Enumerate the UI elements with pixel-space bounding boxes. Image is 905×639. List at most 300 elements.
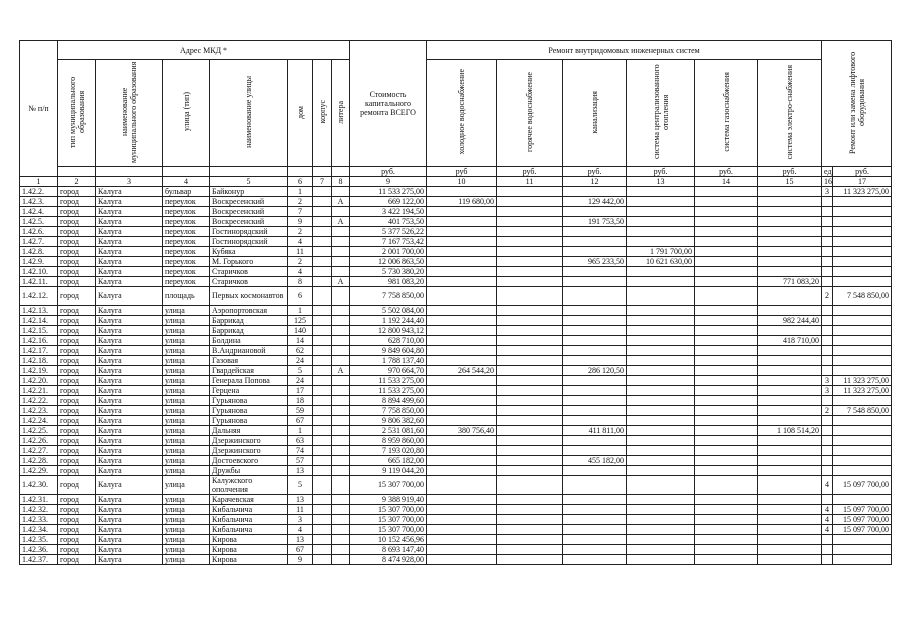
cell-cold-water xyxy=(427,375,497,385)
unit-elec: руб. xyxy=(758,167,822,177)
table-row xyxy=(20,544,892,554)
cell-heating xyxy=(627,435,695,445)
header-street-type: улица (тип) xyxy=(163,60,210,167)
cell-house: 74 xyxy=(288,445,313,455)
cell-electric xyxy=(758,415,822,425)
cell-cold-water xyxy=(427,544,497,554)
cell-litera xyxy=(332,425,350,435)
cell-cold-water xyxy=(427,217,497,227)
cell-sewer xyxy=(563,335,627,345)
cell-mo-name: Калуга xyxy=(96,514,163,524)
cell-litera xyxy=(332,415,350,425)
cell-electric: 418 710,00 xyxy=(758,335,822,345)
cell-gas xyxy=(695,315,758,325)
cell-gas xyxy=(695,445,758,455)
cell-street-type: улица xyxy=(163,475,210,494)
cell-cold-water: 119 680,00 xyxy=(427,197,497,207)
cell-sewer xyxy=(563,415,627,425)
cell-heating xyxy=(627,514,695,524)
cell-mo-type: город xyxy=(58,287,96,306)
cell-hot-water xyxy=(497,504,563,514)
cell-cold-water xyxy=(427,465,497,475)
cell-litera xyxy=(332,385,350,395)
cell-street-name: Байконур xyxy=(210,187,288,197)
cell-lift-cost xyxy=(833,217,892,227)
cell-lift-units xyxy=(822,355,833,365)
cell-street-name: Кибальчича xyxy=(210,504,288,514)
column-number: 15 xyxy=(758,177,822,187)
cell-house: 7 xyxy=(288,207,313,217)
cell-electric xyxy=(758,494,822,504)
cell-lift-units: 2 xyxy=(822,405,833,415)
cell-sewer: 129 442,00 xyxy=(563,197,627,207)
cell-korpus xyxy=(313,514,332,524)
cell-row-number: 1.42.34. xyxy=(20,524,58,534)
cell-sewer xyxy=(563,504,627,514)
unit-lift-units: ед. xyxy=(822,167,833,177)
cell-litera: А xyxy=(332,217,350,227)
cell-cost-total: 11 533 275,00 xyxy=(350,375,427,385)
cell-lift-units xyxy=(822,315,833,325)
cell-row-number: 1.42.18. xyxy=(20,355,58,365)
cell-mo-name: Калуга xyxy=(96,187,163,197)
column-number: 12 xyxy=(563,177,627,187)
cell-hot-water xyxy=(497,217,563,227)
cell-lift-units: 4 xyxy=(822,514,833,524)
cell-mo-type: город xyxy=(58,504,96,514)
cell-street-name: Гостинорядский xyxy=(210,237,288,247)
cell-cost-total: 981 083,20 xyxy=(350,277,427,287)
cell-korpus xyxy=(313,267,332,277)
cell-mo-type: город xyxy=(58,395,96,405)
cell-gas xyxy=(695,237,758,247)
cell-street-type: площадь xyxy=(163,287,210,306)
cell-house: 4 xyxy=(288,267,313,277)
table-row xyxy=(20,425,892,435)
cell-row-number: 1.42.10. xyxy=(20,267,58,277)
cell-house: 140 xyxy=(288,325,313,335)
cell-row-number: 1.42.30. xyxy=(20,475,58,494)
cell-litera: А xyxy=(332,197,350,207)
cell-cold-water xyxy=(427,287,497,306)
cell-row-number: 1.42.26. xyxy=(20,435,58,445)
header-cost-total: Стоимость капитального ремонта ВСЕГО xyxy=(350,41,427,167)
unit-blank xyxy=(313,167,332,177)
cell-electric xyxy=(758,365,822,375)
cell-street-type: улица xyxy=(163,335,210,345)
cell-litera xyxy=(332,247,350,257)
table-row xyxy=(20,445,892,455)
cell-heating xyxy=(627,465,695,475)
cell-lift-cost: 11 323 275,00 xyxy=(833,385,892,395)
cell-row-number: 1.42.31. xyxy=(20,494,58,504)
cell-lift-cost xyxy=(833,315,892,325)
cell-cold-water xyxy=(427,504,497,514)
cell-electric xyxy=(758,237,822,247)
cell-electric xyxy=(758,465,822,475)
unit-gas: руб. xyxy=(695,167,758,177)
unit-blank xyxy=(210,167,288,177)
cell-row-number: 1.42.19. xyxy=(20,365,58,375)
cell-mo-name: Калуга xyxy=(96,534,163,544)
cell-sewer xyxy=(563,375,627,385)
unit-blank xyxy=(58,167,96,177)
cell-sewer xyxy=(563,187,627,197)
cell-row-number: 1.42.35. xyxy=(20,534,58,544)
cell-litera xyxy=(332,465,350,475)
cell-lift-units xyxy=(822,415,833,425)
cell-electric xyxy=(758,325,822,335)
cell-street-type: переулок xyxy=(163,217,210,227)
table-row xyxy=(20,375,892,385)
cell-mo-type: город xyxy=(58,335,96,345)
cell-hot-water xyxy=(497,554,563,564)
cell-gas xyxy=(695,257,758,267)
cell-hot-water xyxy=(497,335,563,345)
cell-hot-water xyxy=(497,465,563,475)
cell-hot-water xyxy=(497,494,563,504)
cell-litera xyxy=(332,325,350,335)
cell-mo-type: город xyxy=(58,315,96,325)
unit-blank xyxy=(96,167,163,177)
cell-korpus xyxy=(313,375,332,385)
table-row xyxy=(20,345,892,355)
cell-lift-units xyxy=(822,435,833,445)
cell-cost-total: 669 122,00 xyxy=(350,197,427,207)
cell-lift-cost xyxy=(833,305,892,315)
cell-mo-type: город xyxy=(58,554,96,564)
cell-lift-units: 3 xyxy=(822,385,833,395)
cell-electric xyxy=(758,445,822,455)
cell-litera xyxy=(332,455,350,465)
cell-korpus xyxy=(313,187,332,197)
cell-litera xyxy=(332,534,350,544)
cell-cold-water xyxy=(427,494,497,504)
cell-litera xyxy=(332,445,350,455)
cell-korpus xyxy=(313,325,332,335)
table-row xyxy=(20,315,892,325)
cell-street-name: Кибальчича xyxy=(210,514,288,524)
cell-litera xyxy=(332,207,350,217)
cell-gas xyxy=(695,544,758,554)
cell-street-name: Старичков xyxy=(210,267,288,277)
cell-gas xyxy=(695,494,758,504)
cell-street-type: переулок xyxy=(163,207,210,217)
header-sewer: канализация xyxy=(563,60,627,167)
cell-korpus xyxy=(313,247,332,257)
cell-cold-water xyxy=(427,335,497,345)
cell-hot-water xyxy=(497,305,563,315)
cell-litera xyxy=(332,395,350,405)
cell-lift-cost xyxy=(833,554,892,564)
cell-heating: 1 791 700,00 xyxy=(627,247,695,257)
cell-cold-water xyxy=(427,237,497,247)
cell-sewer xyxy=(563,534,627,544)
cell-cold-water xyxy=(427,514,497,524)
cell-korpus xyxy=(313,355,332,365)
cell-lift-cost: 7 548 850,00 xyxy=(833,287,892,306)
cell-row-number: 1.42.23. xyxy=(20,405,58,415)
cell-house: 8 xyxy=(288,277,313,287)
cell-lift-cost xyxy=(833,415,892,425)
column-number: 13 xyxy=(627,177,695,187)
cell-row-number: 1.42.14. xyxy=(20,315,58,325)
cell-litera xyxy=(332,435,350,445)
cell-hot-water xyxy=(497,315,563,325)
cell-mo-name: Калуга xyxy=(96,227,163,237)
cell-gas xyxy=(695,197,758,207)
cell-litera xyxy=(332,405,350,415)
cell-sewer xyxy=(563,475,627,494)
cell-street-type: улица xyxy=(163,554,210,564)
cell-hot-water xyxy=(497,514,563,524)
cell-mo-type: город xyxy=(58,524,96,534)
cell-street-name: Аэропортовская xyxy=(210,305,288,315)
cell-cold-water xyxy=(427,247,497,257)
cell-street-type: улица xyxy=(163,305,210,315)
cell-cold-water xyxy=(427,187,497,197)
cell-cost-total: 7 758 850,00 xyxy=(350,287,427,306)
cell-row-number: 1.42.4. xyxy=(20,207,58,217)
cell-sewer xyxy=(563,514,627,524)
cell-cold-water xyxy=(427,415,497,425)
cell-sewer: 286 120,50 xyxy=(563,365,627,375)
cell-street-type: улица xyxy=(163,365,210,375)
cell-street-name: Дзержинского xyxy=(210,435,288,445)
cell-electric xyxy=(758,395,822,405)
cell-row-number: 1.42.28. xyxy=(20,455,58,465)
table-row xyxy=(20,217,892,227)
cell-cost-total: 11 533 275,00 xyxy=(350,385,427,395)
cell-row-number: 1.42.21. xyxy=(20,385,58,395)
cell-korpus xyxy=(313,435,332,445)
cell-house: 1 xyxy=(288,425,313,435)
cell-lift-units xyxy=(822,465,833,475)
cell-heating xyxy=(627,335,695,345)
cell-lift-cost: 15 097 700,00 xyxy=(833,524,892,534)
cell-heating xyxy=(627,554,695,564)
cell-gas xyxy=(695,187,758,197)
cell-heating xyxy=(627,365,695,375)
table-row xyxy=(20,237,892,247)
cell-lift-cost xyxy=(833,247,892,257)
cell-lift-cost xyxy=(833,267,892,277)
table-row xyxy=(20,385,892,395)
cell-row-number: 1.42.17. xyxy=(20,345,58,355)
cell-gas xyxy=(695,365,758,375)
cell-electric xyxy=(758,475,822,494)
unit-blank xyxy=(288,167,313,177)
cell-street-type: улица xyxy=(163,465,210,475)
column-number: 10 xyxy=(427,177,497,187)
cell-korpus xyxy=(313,385,332,395)
cell-hot-water xyxy=(497,524,563,534)
cell-mo-type: город xyxy=(58,217,96,227)
cell-mo-name: Калуга xyxy=(96,465,163,475)
cell-electric xyxy=(758,524,822,534)
cell-street-type: улица xyxy=(163,544,210,554)
column-number: 14 xyxy=(695,177,758,187)
table-row xyxy=(20,504,892,514)
cell-gas xyxy=(695,355,758,365)
cell-korpus xyxy=(313,455,332,465)
cell-mo-type: город xyxy=(58,237,96,247)
column-number: 17 xyxy=(833,177,892,187)
cell-litera xyxy=(332,187,350,197)
cell-house: 13 xyxy=(288,534,313,544)
cell-mo-name: Калуга xyxy=(96,335,163,345)
cell-house: 5 xyxy=(288,365,313,375)
header-cold-water: холодное водоснабжение xyxy=(427,60,497,167)
cell-electric xyxy=(758,217,822,227)
cell-row-number: 1.42.2. xyxy=(20,187,58,197)
cell-mo-name: Калуга xyxy=(96,554,163,564)
cell-sewer xyxy=(563,445,627,455)
cell-korpus xyxy=(313,305,332,315)
cell-lift-cost: 11 323 275,00 xyxy=(833,187,892,197)
cell-street-name: Карачевская xyxy=(210,494,288,504)
cell-hot-water xyxy=(497,227,563,237)
cell-house: 24 xyxy=(288,375,313,385)
header-house: дом xyxy=(288,60,313,167)
cell-street-type: улица xyxy=(163,395,210,405)
cell-heating xyxy=(627,277,695,287)
cell-heating xyxy=(627,534,695,544)
cell-street-type: переулок xyxy=(163,247,210,257)
cell-lift-cost xyxy=(833,395,892,405)
cell-cold-water xyxy=(427,385,497,395)
cell-sewer xyxy=(563,227,627,237)
cell-korpus xyxy=(313,277,332,287)
cell-electric xyxy=(758,267,822,277)
cell-mo-name: Калуга xyxy=(96,494,163,504)
cell-house: 9 xyxy=(288,554,313,564)
cell-street-name: Гурьянова xyxy=(210,405,288,415)
cell-mo-name: Калуга xyxy=(96,277,163,287)
cell-cold-water xyxy=(427,257,497,267)
cell-cold-water xyxy=(427,405,497,415)
cell-row-number: 1.42.16. xyxy=(20,335,58,345)
cell-hot-water xyxy=(497,247,563,257)
document-page xyxy=(19,40,891,565)
cell-street-type: переулок xyxy=(163,257,210,267)
cell-gas xyxy=(695,465,758,475)
cell-electric xyxy=(758,385,822,395)
cell-gas xyxy=(695,395,758,405)
cell-sewer: 455 182,00 xyxy=(563,455,627,465)
table-row xyxy=(20,475,892,494)
cell-lift-units xyxy=(822,335,833,345)
cell-electric xyxy=(758,435,822,445)
cell-cost-total: 7 758 850,00 xyxy=(350,405,427,415)
cell-korpus xyxy=(313,475,332,494)
cell-cold-water xyxy=(427,534,497,544)
column-number: 7 xyxy=(313,177,332,187)
column-number: 6 xyxy=(288,177,313,187)
cell-mo-name: Калуга xyxy=(96,435,163,445)
cell-lift-units xyxy=(822,544,833,554)
cell-street-type: переулок xyxy=(163,277,210,287)
cell-mo-name: Калуга xyxy=(96,217,163,227)
cell-hot-water xyxy=(497,405,563,415)
cell-litera xyxy=(332,257,350,267)
cell-gas xyxy=(695,247,758,257)
cell-row-number: 1.42.11. xyxy=(20,277,58,287)
cell-electric xyxy=(758,405,822,415)
cell-hot-water xyxy=(497,237,563,247)
cell-lift-units xyxy=(822,554,833,564)
cell-street-type: улица xyxy=(163,504,210,514)
cell-row-number: 1.42.13. xyxy=(20,305,58,315)
cell-street-name: Баррикад xyxy=(210,315,288,325)
cell-house: 13 xyxy=(288,465,313,475)
header-electric: система электро-снабжения xyxy=(758,60,822,167)
cell-street-name: Болдина xyxy=(210,335,288,345)
unit-blank xyxy=(332,167,350,177)
cell-row-number: 1.42.3. xyxy=(20,197,58,207)
cell-sewer xyxy=(563,287,627,306)
cell-house: 62 xyxy=(288,345,313,355)
cell-row-number: 1.42.25. xyxy=(20,425,58,435)
cell-street-name: Генерала Попова xyxy=(210,375,288,385)
cell-sewer xyxy=(563,207,627,217)
cell-electric xyxy=(758,197,822,207)
cell-house: 17 xyxy=(288,385,313,395)
cell-cost-total: 15 307 700,00 xyxy=(350,475,427,494)
cell-litera: А xyxy=(332,277,350,287)
cell-heating xyxy=(627,187,695,197)
cell-sewer xyxy=(563,355,627,365)
cell-hot-water xyxy=(497,325,563,335)
cell-street-type: улица xyxy=(163,375,210,385)
cell-lift-units xyxy=(822,345,833,355)
cell-gas xyxy=(695,514,758,524)
cell-mo-name: Калуга xyxy=(96,237,163,247)
cell-cold-water: 380 756,40 xyxy=(427,425,497,435)
cell-electric xyxy=(758,504,822,514)
cell-house: 63 xyxy=(288,435,313,445)
cell-gas xyxy=(695,217,758,227)
column-number: 5 xyxy=(210,177,288,187)
cell-sewer xyxy=(563,405,627,415)
cell-litera xyxy=(332,237,350,247)
cell-sewer xyxy=(563,247,627,257)
cell-heating xyxy=(627,494,695,504)
cell-street-type: переулок xyxy=(163,197,210,207)
cell-lift-units xyxy=(822,534,833,544)
table-row xyxy=(20,305,892,315)
unit-cold: руб xyxy=(427,167,497,177)
cell-row-number: 1.42.29. xyxy=(20,465,58,475)
cell-hot-water xyxy=(497,197,563,207)
table-row xyxy=(20,415,892,425)
cell-hot-water xyxy=(497,365,563,375)
table-row xyxy=(20,405,892,415)
cell-house: 2 xyxy=(288,197,313,207)
cell-hot-water xyxy=(497,375,563,385)
cell-lift-cost xyxy=(833,494,892,504)
cell-street-name: Герцена xyxy=(210,385,288,395)
cell-sewer xyxy=(563,494,627,504)
cell-gas xyxy=(695,504,758,514)
cell-street-name: Баррикад xyxy=(210,325,288,335)
cell-lift-cost xyxy=(833,425,892,435)
header-korpus: корпус xyxy=(313,60,332,167)
cell-mo-name: Калуга xyxy=(96,207,163,217)
cell-mo-name: Калуга xyxy=(96,415,163,425)
cell-row-number: 1.42.12. xyxy=(20,287,58,306)
cell-litera xyxy=(332,315,350,325)
